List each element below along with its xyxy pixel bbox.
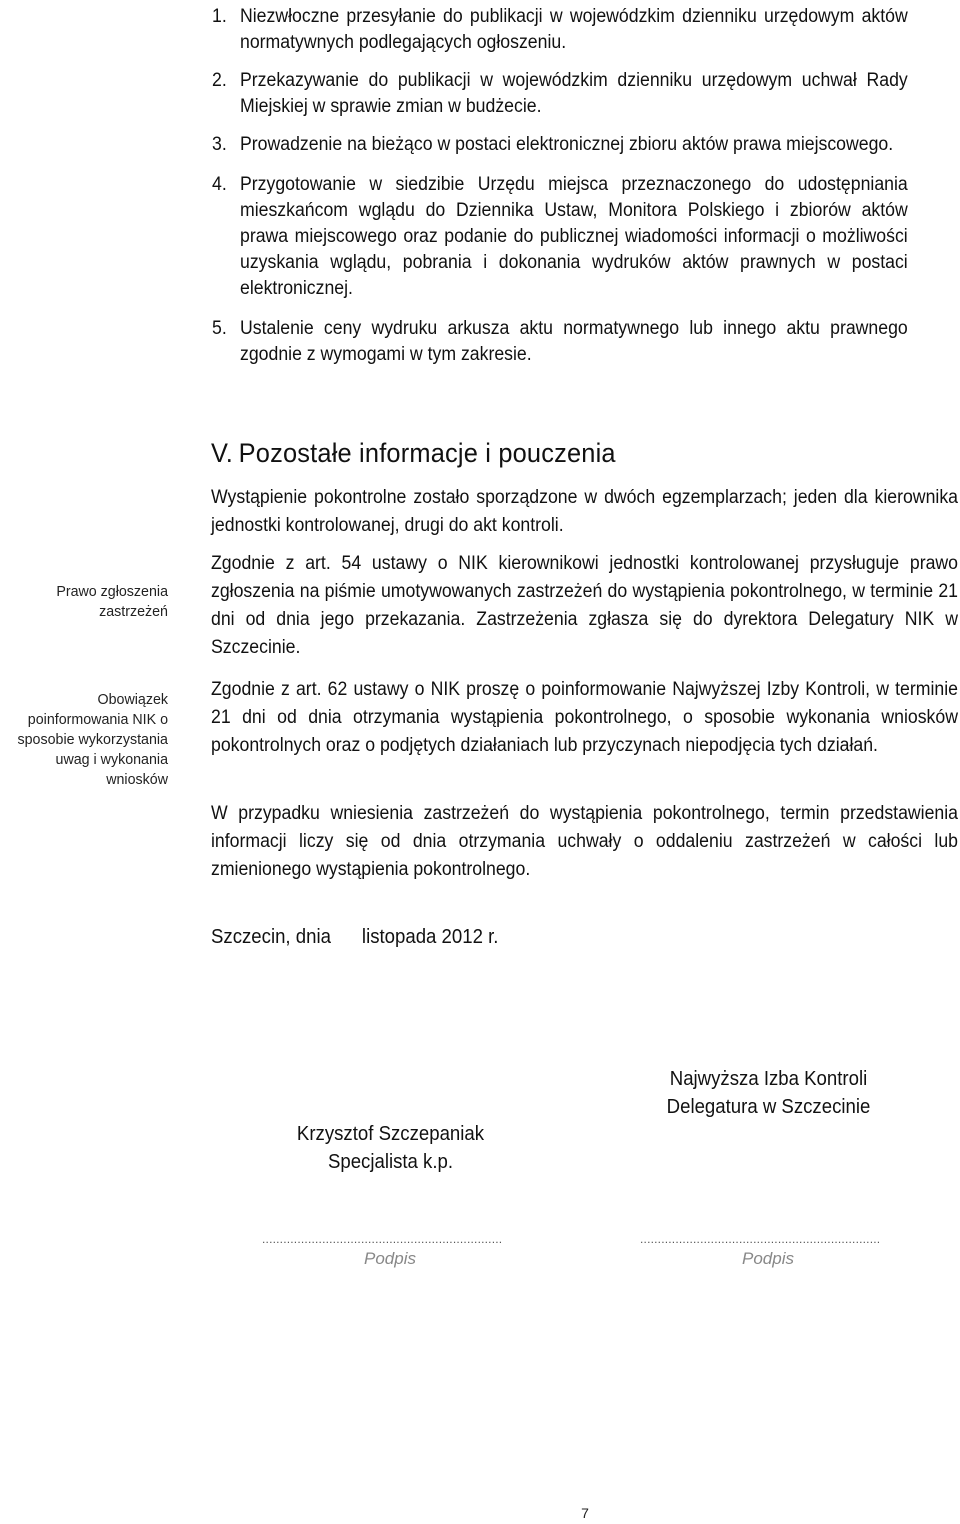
paragraph-copies: Wystąpienie pokontrolne zostało sporządzone w dwóch egzemplarzach; jeden dla kierownika jednostki kontrolowanej, drugi do akt kontroli.: [211, 487, 958, 536]
section-title: Pozostałe informacje i pouczenia: [238, 438, 616, 468]
numbered-list: [212, 4, 958, 380]
list-item-text: Prowadzenie na bieżąco w postaci elektronicznej zbioru aktów prawa miejscowego.: [240, 134, 894, 155]
list-item: [212, 316, 958, 368]
list-item: [212, 132, 958, 158]
signature-label-right: Podpis: [742, 1249, 794, 1268]
signature-line-left: ....................................................................: [262, 1232, 503, 1246]
page-number: 7: [581, 1505, 589, 1521]
signature-line-right: ....................................................................: [640, 1232, 881, 1246]
signature-label-left: Podpis: [364, 1249, 416, 1268]
paragraph-objection-deadline: W przypadku wniesienia zastrzeżeń do wystąpienia pokontrolnego, termin przedstawienia informacji liczy się od dnia otrzymania uchwały o oddaleniu zastrzeżeń w całości lub zmienionego wystąpienia pokontrolnego.: [211, 803, 958, 880]
list-item-number: 4.: [212, 174, 227, 195]
delegation-name: Delegatura w Szczecinie: [666, 1096, 871, 1118]
signatory-name: Krzysztof Szczepaniak: [296, 1123, 485, 1145]
list-item-number: 5.: [212, 318, 227, 339]
list-item-text: Przekazywanie do publikacji w wojewódzkim dzienniku urzędowym uchwał Rady Miejskiej w sprawie zmian w budżecie.: [240, 70, 908, 117]
side-note-rights: Prawo zgłoszenia zastrzeżeń: [56, 583, 168, 620]
institution-name: Najwyższa Izba Kontroli: [669, 1068, 868, 1090]
list-item-text: Przygotowanie w siedzibie Urzędu miejsca przeznaczonego do udostępniania mieszkańcom wglądu do Dziennika Ustaw, Monitora Polskiego i zbiorów aktów prawa miejscowego oraz podanie do publicznej wiadomości informacji o możliwości uzyskania wglądu, pobrania i dokonania wydruków aktów prawnych w postaci elektronicznej.: [240, 174, 908, 299]
paragraph-objections: Zgodnie z art. 54 ustawy o NIK kierownikowi jednostki kontrolowanej przysługuje prawo zgłoszenia na piśmie umotywowanych zastrzeżeń do wystąpienia pokontrolnego, w terminie 21 dni od dnia jego przekazania. Zastrzeżenia zgłasza się do dyrektora Delegatury NIK w Szczecinie.: [211, 553, 958, 658]
section-number: V.: [211, 438, 234, 468]
list-item: [212, 4, 958, 56]
list-item-number: 2.: [212, 70, 227, 91]
list-item-text: Ustalenie ceny wydruku arkusza aktu normatywnego lub innego aktu prawnego zgodnie z wymogami w tym zakresie.: [240, 318, 908, 365]
signatory-title: Specjalista k.p.: [327, 1151, 454, 1173]
side-note-obligation: Obowiązek poinformowania NIK o sposobie wykorzystania uwag i wykonania wniosków: [17, 691, 168, 788]
list-item: [212, 172, 958, 302]
list-item-number: 3.: [212, 134, 227, 155]
signature-block-left: [277, 1120, 505, 1176]
list-item: [212, 68, 958, 120]
list-item-number: 1.: [212, 6, 227, 27]
section-heading: [211, 436, 616, 470]
paragraph-inform-obligation: Zgodnie z art. 62 ustawy o NIK proszę o poinformowanie Najwyższej Izby Kontroli, w terminie 21 dni od dnia otrzymania wystąpienia pokontrolnego, o sposobie wykonania wniosków pokontrolnych oraz o podjętych działaniach lub przyczynach niepodjęcia tych działań.: [211, 679, 958, 756]
list-item-text: Niezwłoczne przesyłanie do publikacji w wojewódzkim dzienniku urzędowym aktów normatywnych podlegających ogłoszeniu.: [240, 6, 908, 53]
place-and-date: Szczecin, dnia listopada 2012 r.: [211, 926, 499, 948]
signature-block-right: [645, 1065, 891, 1121]
